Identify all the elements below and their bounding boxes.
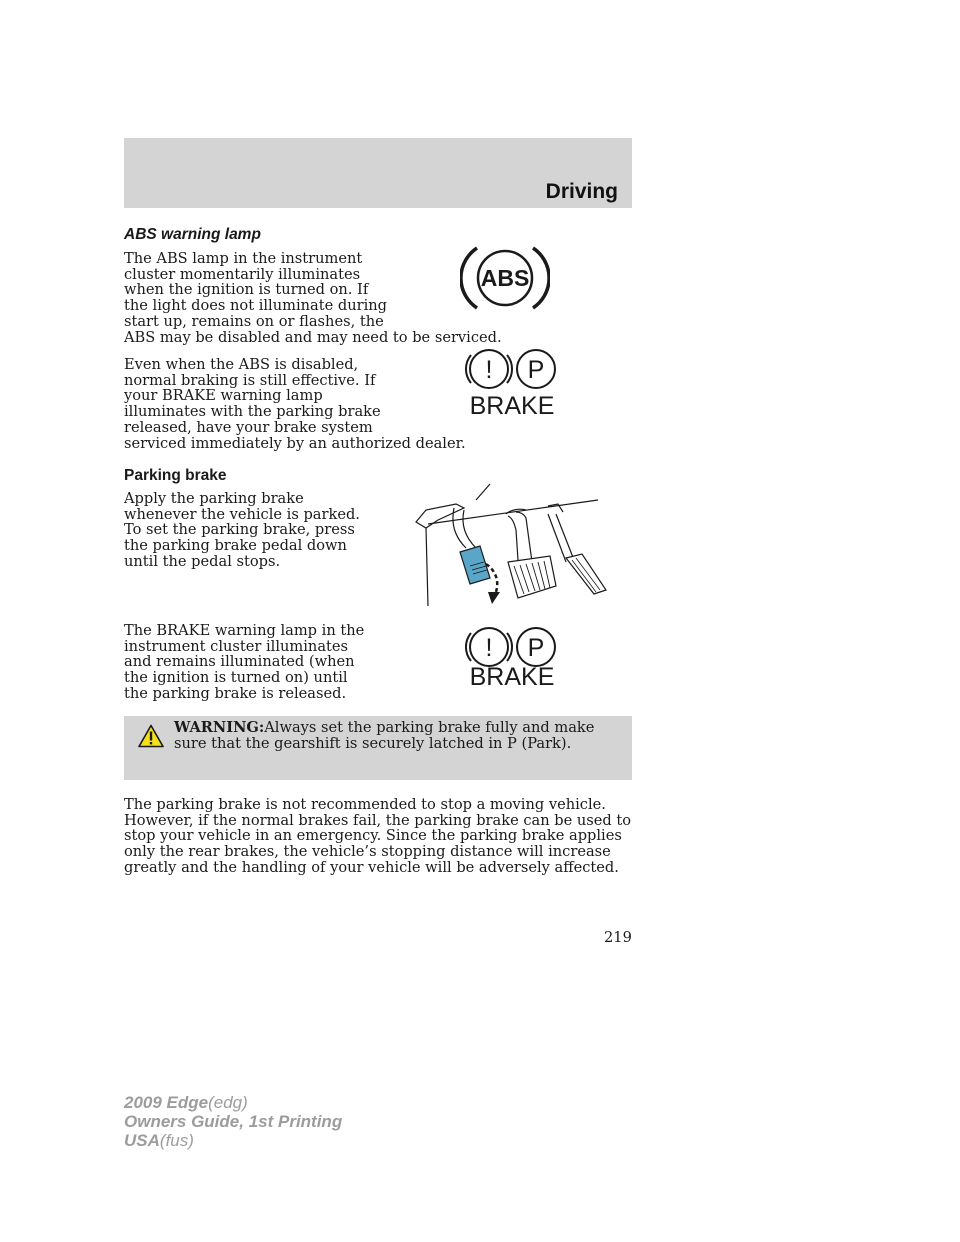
abs-line-3: when the ignition is turned on. If [124,281,369,299]
abs-line-1: The ABS lamp in the instrument [124,250,363,267]
even-line-6: serviced immediately by an authorized dealer. [124,434,466,452]
parking-brake-heading: Parking brake [124,467,227,484]
abs-warning-lamp-heading: ABS warning lamp [124,226,261,243]
warning-body: Always set the parking brake fully and make sure that the gearshift is securely latched in P (Park). [174,719,595,752]
abs-line-6: ABS may be disabled and may need to be serviced. [124,328,502,346]
footer-line-2: Owners Guide, 1st Printing [124,1112,343,1131]
footer [124,1093,342,1150]
warning-triangle-icon [138,724,164,748]
footer-market: USA [124,1131,160,1150]
brake-lamp-exclamation: ! [485,356,493,384]
footer-model-code: (edg) [208,1093,248,1112]
parking-brake-paragraph: Apply the parking brake whenever the vehicle is parked. To set the parking brake, press the parking brake pedal down until the pedal stops. [124,490,360,570]
even-line-5: released, have your brake system [124,418,373,436]
brake-lamp-icon-2 [462,622,562,698]
page-number: 219 [604,929,632,946]
warning-label: WARNING: [174,719,265,736]
footer-market-code: (fus) [159,1131,194,1150]
header-band [124,138,632,208]
even-line-4: illuminates with the parking brake [124,403,381,421]
section-header-title: Driving [545,180,618,203]
brake-lamp-p: P [527,356,545,384]
parking-brake-emergency-paragraph: The parking brake is not recommended to stop a moving vehicle. However, if the normal brakes fail, the parking brake can be used to stop your vehicle in an emergency. Since the parking brake applies only the rear brakes, the vehicle’s stopping distance will increase greatly and the handling of your vehicle will be adversely affected. [124,796,632,876]
brake-lamp-2-exclamation: ! [485,634,493,662]
footer-model: 2009 Edge [124,1093,209,1112]
abs-paragraph [124,251,632,345]
even-line-1: Even when the ABS is disabled, [124,356,359,373]
footer-line-1 [124,1093,342,1112]
abs-line-4: the light does not illuminate during [124,297,387,315]
warning-text [174,720,614,751]
abs-line-2: cluster momentarily illuminates [124,265,361,283]
parking-brake-pedal-illustration [398,478,610,614]
abs-lamp-icon [460,238,550,318]
even-line-3: your BRAKE warning lamp [124,387,323,405]
even-line-2: normal braking is still effective. If [124,371,376,389]
footer-line-3 [124,1131,342,1150]
brake-lamp-2-label: BRAKE [469,663,555,691]
warning-box [124,716,632,780]
brake-lamp-2-p: P [527,634,545,662]
brake-warning-paragraph: The BRAKE warning lamp in the instrument cluster illuminates and remains illuminated (when the ignition is turned on) until the parking brake is released. [124,622,365,702]
brake-lamp-icon [462,344,562,420]
abs-line-5: start up, remains on or flashes, the [124,312,384,330]
brake-lamp-label: BRAKE [469,392,555,420]
abs-lamp-text: ABS [480,265,530,291]
